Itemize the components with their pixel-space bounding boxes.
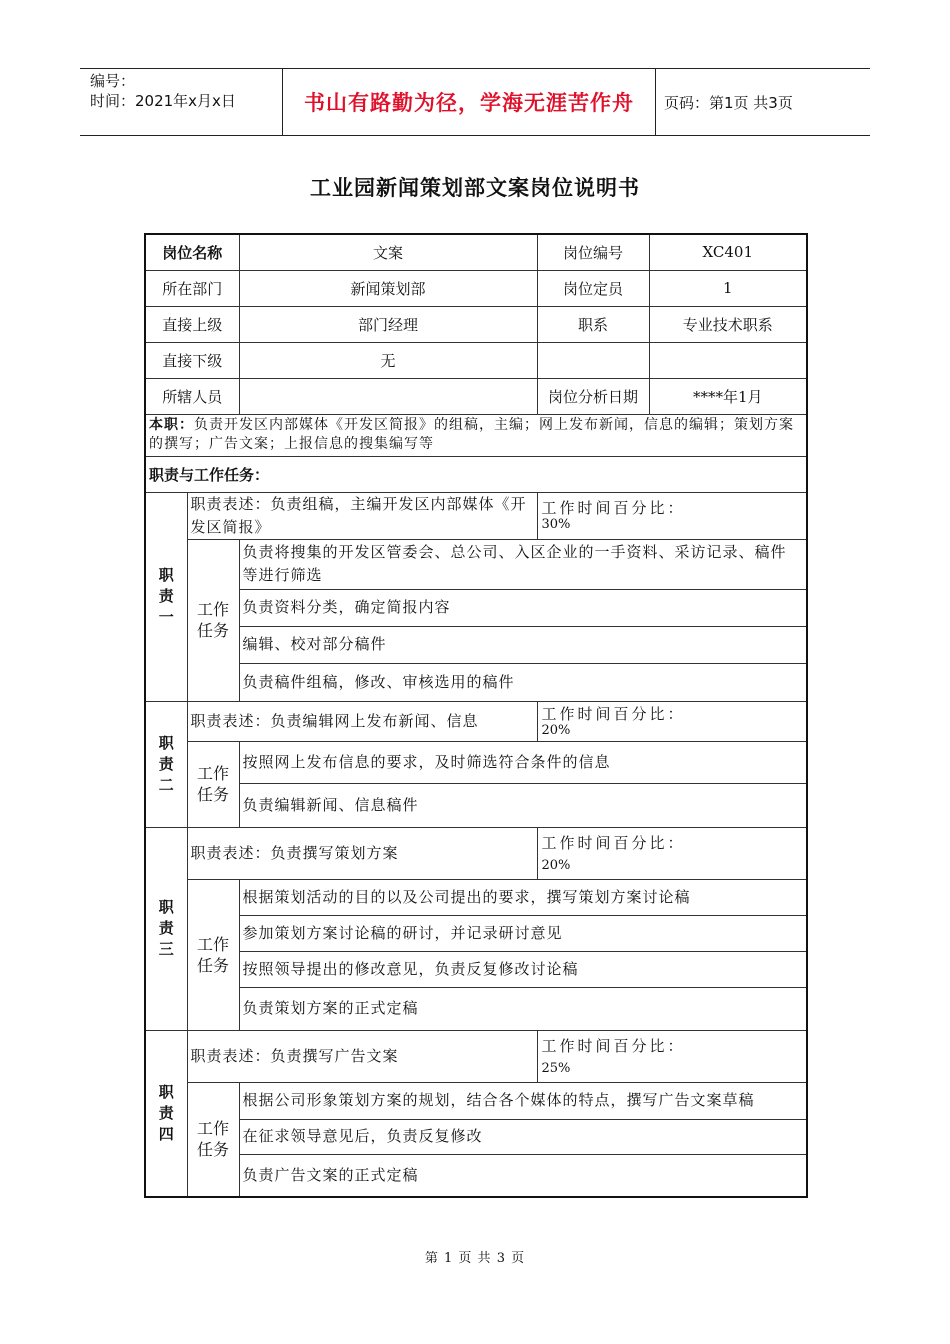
dept-label: 所在部门 (145, 270, 239, 306)
duty-1-pct (537, 492, 807, 539)
duty-2-task-2: 负责编辑新闻、信息稿件 (239, 783, 807, 827)
duty-1-name (145, 492, 187, 701)
duty-1-desc: 职责表述：负责组稿，主编开发区内部媒体《开发区简报》 (187, 492, 537, 539)
work-task-label (187, 741, 239, 827)
quota-label: 岗位定员 (537, 270, 649, 306)
duty-2-pct (537, 701, 807, 741)
post-code-value: XC401 (649, 234, 807, 270)
page-header (80, 68, 870, 136)
series-label: 职系 (537, 306, 649, 342)
duty-1-task-2: 负责资料分类，确定简报内容 (239, 589, 807, 626)
info-row (145, 342, 807, 378)
series-value: 专业技术职系 (649, 306, 807, 342)
info-row (145, 234, 807, 270)
duty-name-text: 职责三 (158, 898, 174, 958)
info-row (145, 306, 807, 342)
task-row (145, 626, 807, 663)
job-summary (145, 414, 807, 456)
duty-desc-row (145, 492, 807, 539)
duty-4-task-2: 在征求领导意见后，负责反复修改 (239, 1119, 807, 1154)
work-task-label (187, 1082, 239, 1197)
summary-text: 负责开发区内部媒体《开发区简报》的组稿，主编；网上发布新闻，信息的编辑；策划方案的撰写；广告文案；上报信息的搜集编写等 (149, 417, 794, 452)
duty-1-task-3: 编辑、校对部分稿件 (239, 626, 807, 663)
info-row (145, 270, 807, 306)
duty-3-pct (537, 827, 807, 879)
quota-value: 1 (649, 270, 807, 306)
duty-desc-row (145, 701, 807, 741)
duty-3-task-2: 参加策划方案讨论稿的研讨，并记录研讨意见 (239, 915, 807, 951)
task-row (145, 539, 807, 589)
header-number: 编号： (90, 72, 136, 90)
pct-value: 30% (541, 517, 571, 532)
duty-name-text: 职责二 (158, 733, 174, 794)
empty-cell (537, 342, 649, 378)
duties-heading-row (145, 456, 807, 492)
duty-1-task-1: 负责将搜集的开发区管委会、总公司、入区企业的一手资料、采访记录、稿件等进行筛选 (239, 539, 807, 589)
duty-2-name (145, 701, 187, 827)
task-row (145, 915, 807, 951)
subordinate-label: 直接下级 (145, 342, 239, 378)
pct-label: 工作时间百分比： (541, 499, 686, 517)
summary-row (145, 414, 807, 456)
task-row (145, 1082, 807, 1119)
duty-4-name (145, 1030, 187, 1197)
work-task-label (187, 539, 239, 701)
duty-4-pct (537, 1030, 807, 1082)
task-row (145, 1154, 807, 1197)
pct-value: 20% (541, 722, 571, 738)
work-task-label (187, 879, 239, 1030)
pct-value: 25% (541, 1060, 571, 1076)
duty-2-desc: 职责表述：负责编辑网上发布新闻、信息 (187, 701, 537, 741)
duty-1-task-4: 负责稿件组稿，修改、审核选用的稿件 (239, 663, 807, 701)
managed-value (239, 378, 537, 414)
work-task-text: 工作任务 (196, 764, 229, 804)
duties-heading: 职责与工作任务： (145, 456, 807, 492)
job-description-table (144, 233, 808, 1198)
pct-value: 20% (541, 857, 571, 873)
post-name-value: 文案 (239, 234, 537, 270)
duty-3-task-4: 负责策划方案的正式定稿 (239, 987, 807, 1030)
task-row (145, 987, 807, 1030)
duty-desc-row (145, 827, 807, 879)
task-row (145, 741, 807, 783)
dept-value: 新闻策划部 (239, 270, 537, 306)
header-time: 时间：2021年x月x日 (90, 92, 236, 110)
duty-3-task-3: 按照领导提出的修改意见，负责反复修改讨论稿 (239, 951, 807, 987)
info-row (145, 378, 807, 414)
duty-name-text: 职责四 (158, 1082, 174, 1143)
work-task-text: 工作任务 (196, 1119, 229, 1160)
pct-label: 工作时间百分比： (541, 704, 686, 723)
work-task-text: 工作任务 (196, 600, 229, 640)
task-row (145, 589, 807, 626)
page-footer: 第 1 页 共 3 页 (424, 1251, 526, 1266)
summary-label: 本职： (149, 417, 194, 433)
header-page: 页码：第1页 共3页 (664, 93, 793, 112)
duty-3-task-1: 根据策划活动的目的以及公司提出的要求，撰写策划方案讨论稿 (239, 879, 807, 915)
post-name-label: 岗位名称 (145, 234, 239, 270)
duty-3-desc: 职责表述：负责撰写策划方案 (187, 827, 537, 879)
superior-label: 直接上级 (145, 306, 239, 342)
pct-label: 工作时间百分比： (541, 833, 686, 852)
pct-label: 工作时间百分比： (541, 1036, 686, 1055)
empty-cell (649, 342, 807, 378)
task-row (145, 663, 807, 701)
header-meta (90, 71, 285, 111)
duty-4-task-3: 负责广告文案的正式定稿 (239, 1154, 807, 1197)
duty-name-text: 职责一 (158, 566, 174, 626)
duty-3-name (145, 827, 187, 1030)
managed-label: 所辖人员 (145, 378, 239, 414)
subordinate-value: 无 (239, 342, 537, 378)
task-row (145, 783, 807, 827)
task-row (145, 951, 807, 987)
post-code-label: 岗位编号 (537, 234, 649, 270)
duty-4-task-1: 根据公司形象策划方案的规划，结合各个媒体的特点，撰写广告文案草稿 (239, 1082, 807, 1119)
document-title: 工业园新闻策划部文案岗位说明书 (310, 176, 640, 200)
work-task-text: 工作任务 (196, 934, 229, 975)
analysis-date-label: 岗位分析日期 (537, 378, 649, 414)
analysis-date-value: ****年1月 (649, 378, 807, 414)
duty-4-desc: 职责表述：负责撰写广告文案 (187, 1030, 537, 1082)
duty-2-task-1: 按照网上发布信息的要求，及时筛选符合条件的信息 (239, 741, 807, 783)
task-row (145, 879, 807, 915)
task-row (145, 1119, 807, 1154)
header-motto: 书山有路勤为径，学海无涯苦作舟 (282, 69, 656, 135)
superior-value: 部门经理 (239, 306, 537, 342)
duty-desc-row (145, 1030, 807, 1082)
